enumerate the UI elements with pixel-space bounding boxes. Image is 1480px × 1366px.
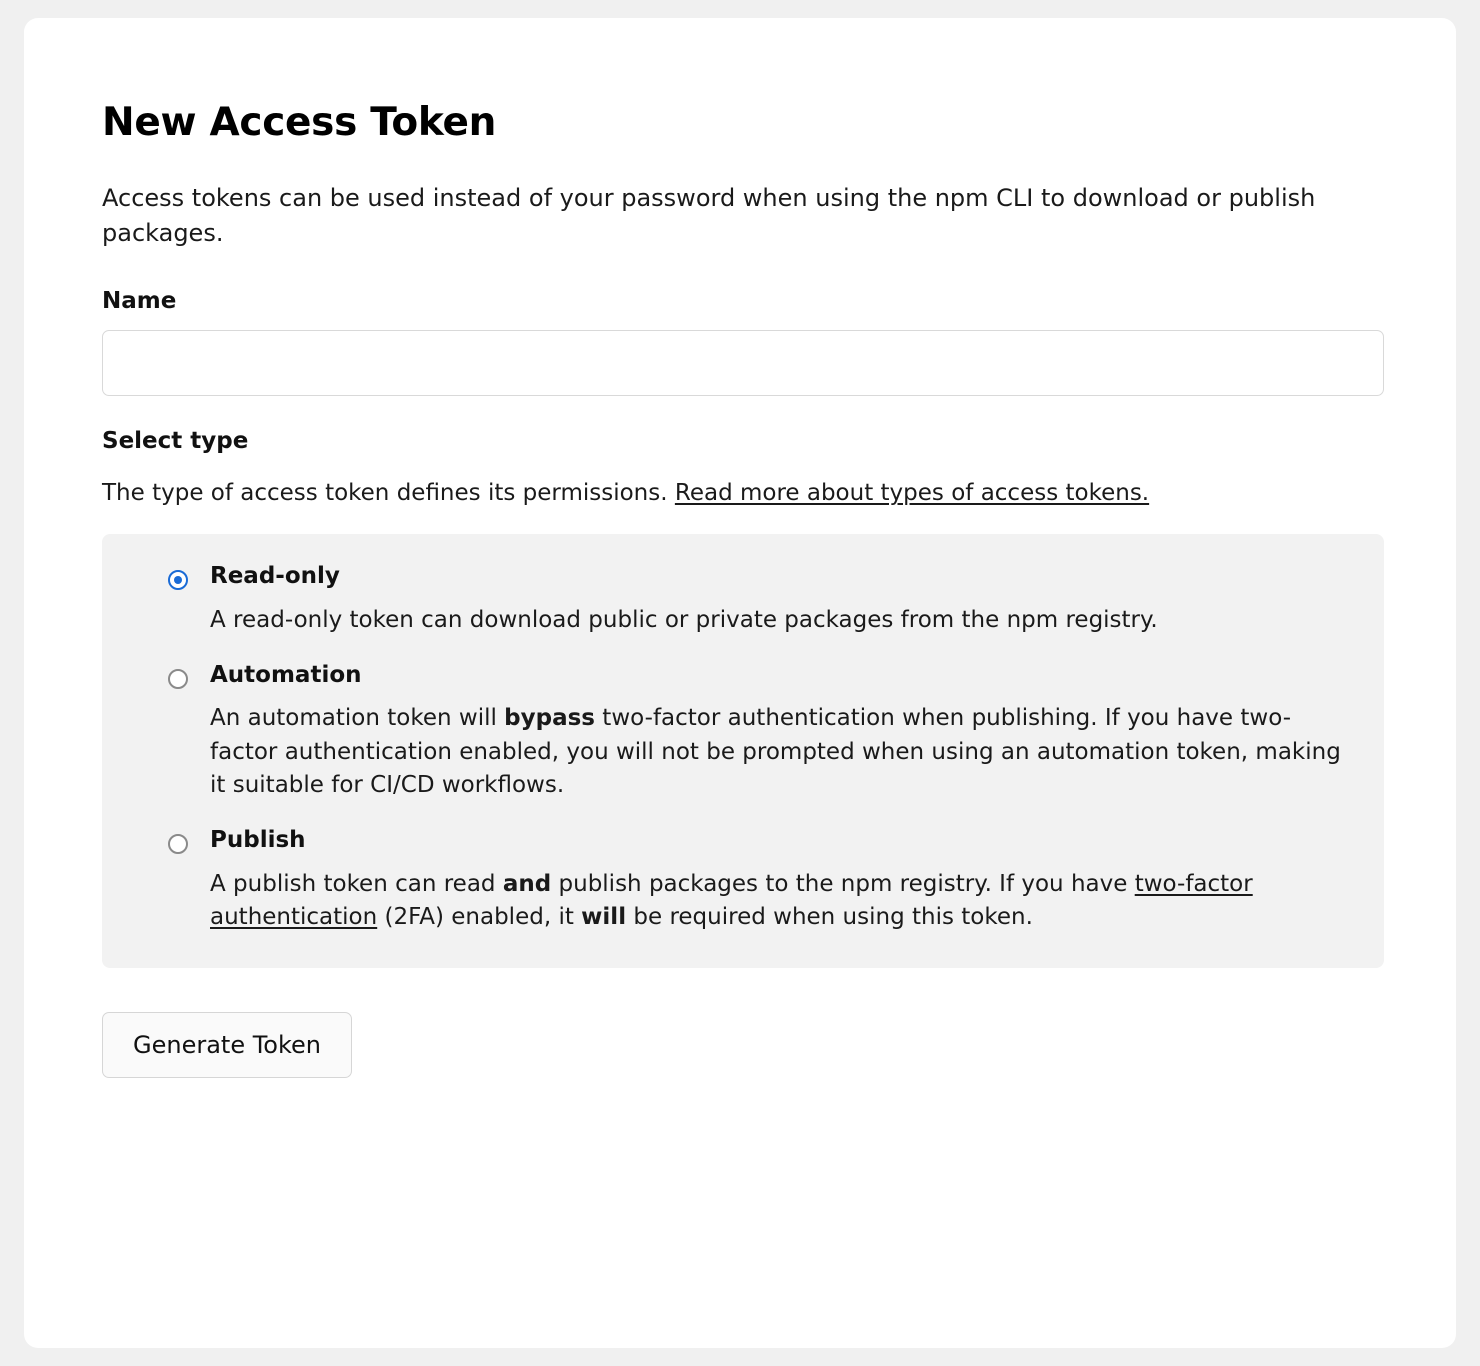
publish-desc-part2: publish packages to the npm registry. If you have bbox=[551, 870, 1135, 897]
option-automation[interactable] bbox=[136, 663, 1350, 802]
radio-automation-icon[interactable] bbox=[168, 669, 188, 689]
card-content bbox=[24, 18, 1456, 1078]
publish-desc-bold1: and bbox=[502, 870, 552, 897]
page-title: New Access Token bbox=[102, 100, 497, 145]
automation-desc-part1: An automation token will bbox=[210, 705, 505, 732]
option-read-only-label: Read-only bbox=[210, 563, 340, 590]
publish-desc-bold2: will bbox=[581, 904, 627, 931]
name-label: Name bbox=[102, 288, 177, 315]
radio-read-only-icon[interactable] bbox=[168, 570, 188, 590]
generate-token-button[interactable]: Generate Token bbox=[102, 1012, 352, 1078]
automation-desc-bold: bypass bbox=[504, 705, 595, 732]
automation-desc-part2: two-factor authentication when publishing. If you have two-factor authentication enabled, you will not be prompted when using an automation token, making it suitable for CI/CD workflows. bbox=[210, 705, 1341, 799]
intro-text: Access tokens can be used instead of your password when using the npm CLI to download or publish packages. bbox=[102, 183, 1316, 247]
option-read-only[interactable] bbox=[136, 564, 1350, 637]
option-publish[interactable] bbox=[136, 828, 1350, 934]
select-type-helper bbox=[102, 480, 1378, 506]
publish-desc-part4: be required when using this token. bbox=[626, 904, 1033, 931]
publish-desc-part3: (2FA) enabled, it bbox=[377, 904, 582, 931]
option-read-only-description: A read-only token can download public or private packages from the npm registry. bbox=[210, 606, 1158, 633]
token-type-options bbox=[102, 534, 1384, 968]
select-type-label: Select type bbox=[102, 428, 249, 455]
name-input[interactable] bbox=[102, 330, 1384, 396]
read-more-link[interactable]: Read more about types of access tokens. bbox=[674, 480, 1150, 507]
select-type-helper-text: The type of access token defines its permissions. bbox=[102, 480, 675, 507]
publish-desc-part1: A publish token can read bbox=[210, 870, 503, 897]
two-factor-auth-link[interactable]: two-factor authentication bbox=[210, 870, 1253, 931]
radio-publish-icon[interactable] bbox=[168, 834, 188, 854]
option-automation-description bbox=[210, 702, 1350, 802]
option-publish-label: Publish bbox=[210, 827, 306, 854]
option-publish-description bbox=[210, 868, 1350, 935]
option-automation-label: Automation bbox=[210, 662, 362, 689]
new-access-token-card bbox=[24, 18, 1456, 1348]
